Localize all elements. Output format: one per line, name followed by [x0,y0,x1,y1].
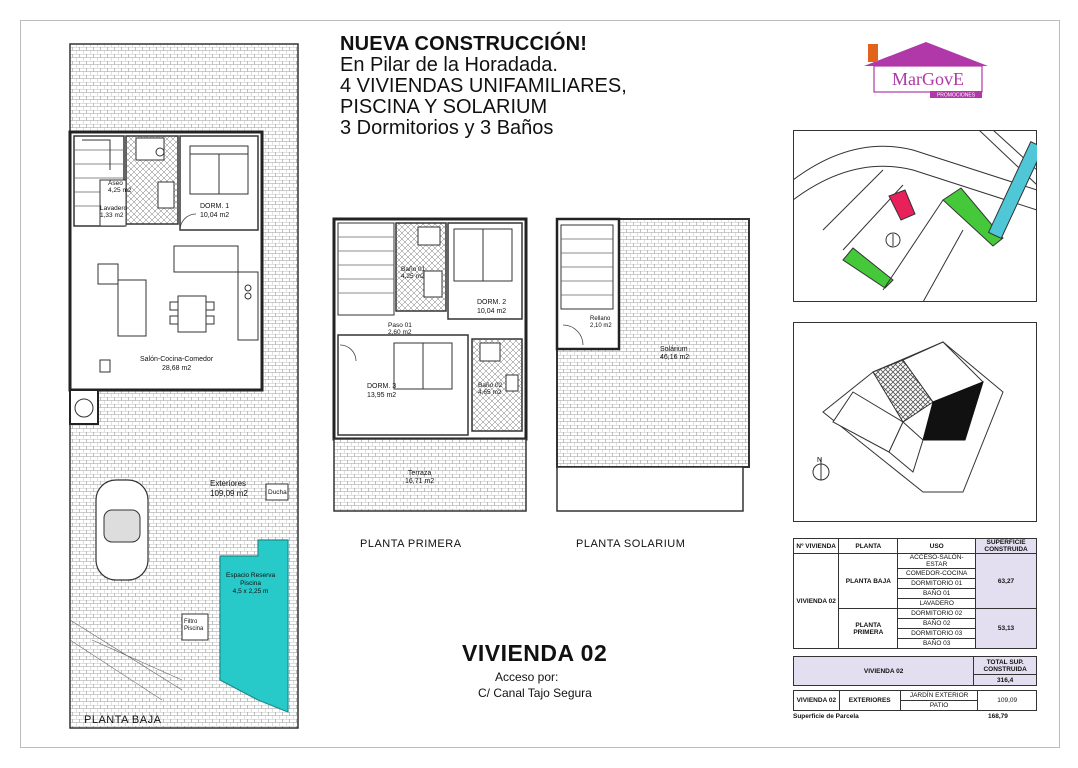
total-header: TOTAL SUP. CONSTRUIDA [974,657,1037,675]
ext-vivienda: VIVIENDA 02 [794,691,840,711]
vivienda-title: VIVIENDA 02 [462,640,608,666]
table-cell-uso: ACCESO-SALÓN-ESTAR [898,554,976,569]
label-filtro-2: Piscina [184,626,204,632]
total-label: VIVIENDA 02 [794,657,974,686]
label-piscina-3: 4,5 x 2,25 m [232,588,269,595]
title-line-4: 3 Dormitorios y 3 Baños [340,117,554,139]
label-dorm1: DORM. 1 [200,203,230,210]
table-cell-planta-primera: PLANTA PRIMERA [839,609,898,649]
label-rellano: Rellano [590,316,611,322]
table-cell-uso: DORMITORIO 01 [898,579,976,589]
label-rellano-area: 2,10 m2 [590,323,612,329]
table-cell-vivienda: VIVIENDA 02 [794,554,839,649]
label-planta-solarium: PLANTA SOLARIUM [576,538,686,550]
label-bano2: Baño 02 [478,382,503,389]
label-piscina-2: Piscina [240,580,262,587]
north-label: N [817,457,823,464]
label-dorm1-area: 10,04 m2 [200,212,230,219]
logo-sub: PROMOCIONES [936,92,976,99]
label-salon-area: 28,68 m2 [161,365,192,372]
label-solarium: Solárium [660,346,688,353]
label-planta-primera: PLANTA PRIMERA [360,538,462,550]
site-plan [793,322,1037,522]
label-dorm3-area: 13,95 m2 [367,392,397,399]
plan-planta-solarium [553,215,753,520]
margove-logo [862,28,990,102]
label-paso-area: 2,60 m2 [388,329,412,336]
surface-table [793,538,1037,649]
table-header-vivienda: Nº VIVIENDA [794,539,839,554]
table-cell-uso: LAVADERO [898,599,976,609]
label-lavadero: Lavadero [100,205,128,212]
table-cell-uso: BAÑO 01 [898,589,976,599]
acceso-line-1: Acceso por: [495,670,559,684]
title-line-1: En Pilar de la Horadada. [340,54,558,76]
acceso-line-2: C/ Canal Tajo Segura [478,686,592,700]
table-cell-uso: COMEDOR-COCINA [898,569,976,579]
label-ducha: Ducha [268,489,287,496]
location-map [793,130,1037,302]
label-lavadero-area: 1,33 m2 [100,212,124,219]
table-cell-uso: BAÑO 03 [898,639,976,649]
label-planta-baja: PLANTA BAJA [84,714,162,726]
label-bano2-area: 4,65 m2 [478,389,502,396]
exterior-table [793,690,1037,711]
label-aseo: Aseo [108,180,123,187]
label-salon: Salón-Cocina-Comedor [140,356,214,363]
label-exteriores-area: 109,09 m2 [210,489,248,498]
table-cell-uso: DORMITORIO 03 [898,629,976,639]
label-terraza: Terraza [407,470,432,477]
label-exteriores: Exteriores [210,479,247,488]
label-paso: Paso 01 [388,322,412,329]
table-header-superficie: SUPERFICIE CONSTRUIDA [976,539,1037,554]
title-main: NUEVA CONSTRUCCIÓN! [340,33,588,55]
logo-name: MarGovE [892,69,964,89]
label-terraza-area: 16,71 m2 [405,478,435,485]
parcela-row [793,713,1037,720]
label-dorm3: DORM. 3 [367,383,397,390]
total-table [793,656,1037,686]
table-cell-sup-baja: 63,27 [976,554,1037,609]
label-bano1-area: 4,25 m2 [401,273,425,280]
ext-uso: JARDÍN EXTERIOR [900,691,978,701]
label-piscina-1: Espacio Reserva [226,572,276,579]
total-value: 316,4 [974,675,1037,686]
table-cell-uso: DORMITORIO 02 [898,609,976,619]
title-line-2: 4 VIVIENDAS UNIFAMILIARES, [340,75,627,97]
table-cell-uso: BAÑO 02 [898,619,976,629]
title-line-3: PISCINA Y SOLARIUM [340,96,548,118]
parcela-value: 168,79 [988,713,1008,720]
table-cell-planta-baja: PLANTA BAJA [839,554,898,609]
label-dorm2: DORM. 2 [477,299,507,306]
title-block [340,34,700,139]
ext-value: 109,09 [978,691,1037,711]
table-header-planta: PLANTA [839,539,898,554]
ext-planta: EXTERIORES [839,691,900,711]
plan-planta-baja [62,40,302,735]
ext-uso: PATIO [900,701,978,711]
table-header-uso: USO [898,539,976,554]
label-solarium-area: 46,16 m2 [660,354,690,361]
parcela-label: Superficie de Parcela [793,713,859,720]
label-filtro-1: Filtro [184,619,198,625]
table-cell-sup-primera: 53,13 [976,609,1037,649]
label-aseo-area: 4,25 m2 [108,187,132,194]
label-bano1: Baño 01 [401,266,426,273]
label-dorm2-area: 10,04 m2 [477,308,507,315]
